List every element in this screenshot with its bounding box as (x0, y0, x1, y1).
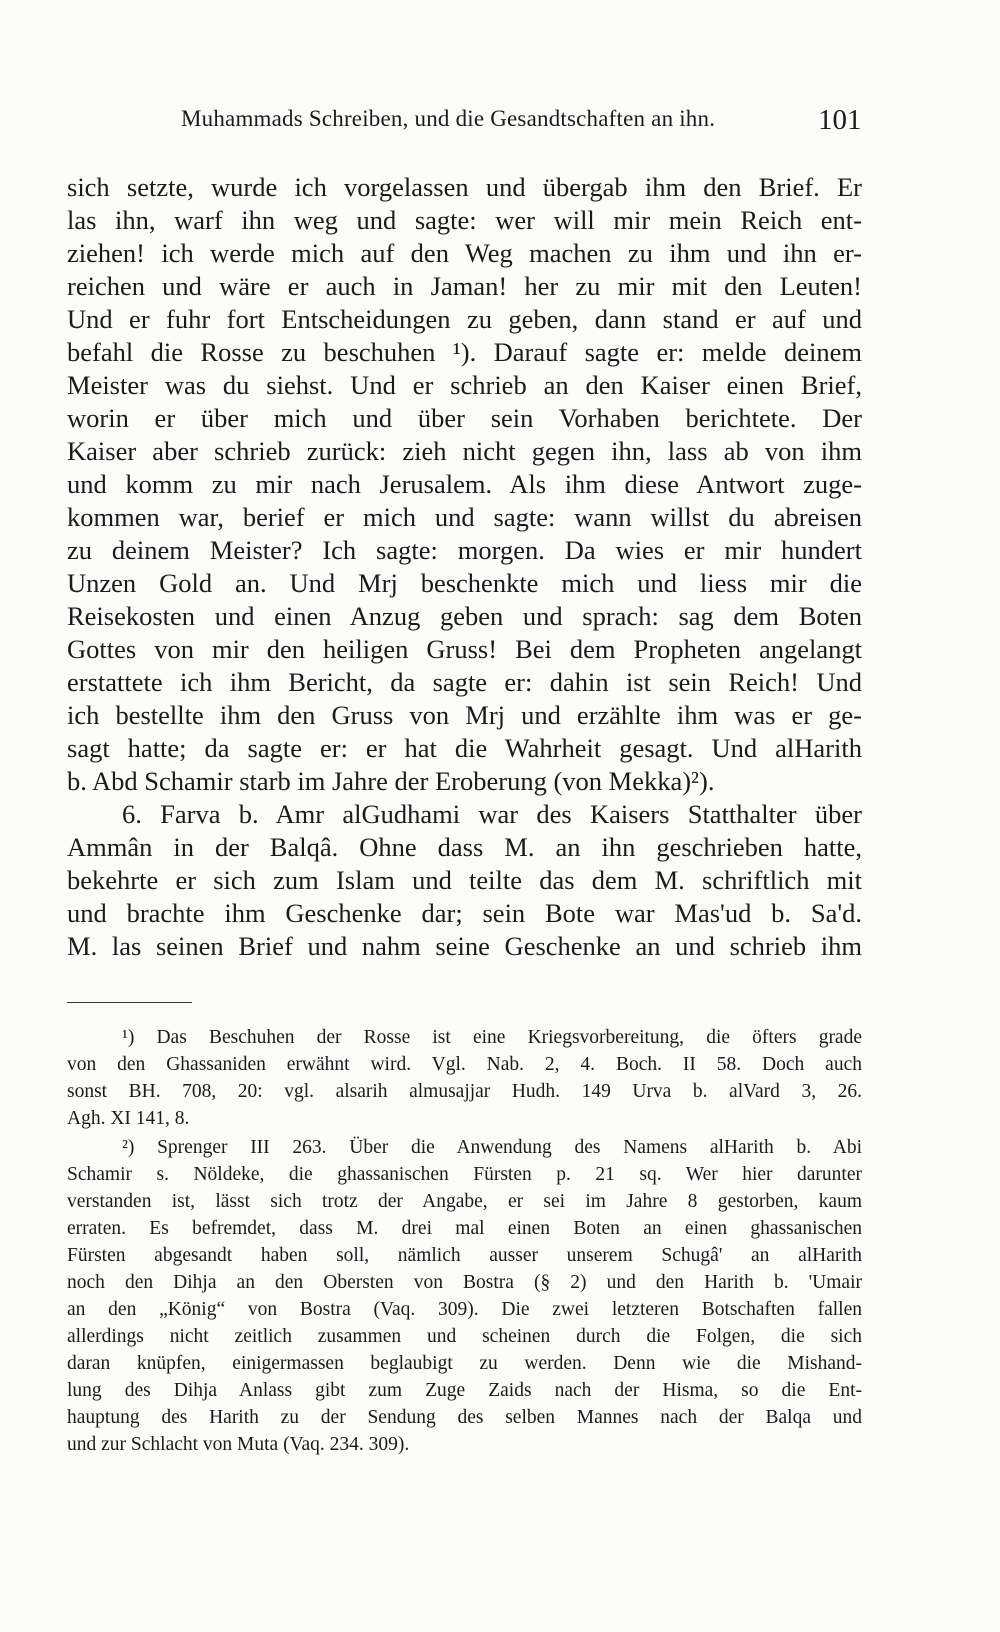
body-line: bekehrte er sich zum Islam und teilte das dem M. schriftlich mit (67, 865, 862, 895)
footnote-line: lung des Dihja Anlass gibt zum Zuge Zaids nach der Hisma, so die Ent- (67, 1380, 862, 1401)
body-line: Kaiser aber schrieb zurück: zieh nicht gegen ihn, lass ab von ihm (67, 436, 862, 466)
footnote-line: und zur Schlacht von Muta (Vaq. 234. 309). (67, 1434, 410, 1455)
body-line: und brachte ihm Geschenke dar; sein Bote war Mas'ud b. Sa'd. (67, 898, 862, 928)
body-line: reichen und wäre er auch in Jaman! her zu mir mit den Leuten! (67, 271, 862, 301)
body-line: Gottes von mir den heiligen Gruss! Bei dem Propheten angelangt (67, 634, 862, 664)
body-line: Unzen Gold an. Und Mrj beschenkte mich und liess mir die (67, 568, 862, 598)
footnote-line: von den Ghassaniden erwähnt wird. Vgl. Nab. 2, 4. Boch. II 58. Doch auch (67, 1054, 862, 1075)
body-line: zu deinem Meister? Ich sagte: morgen. Da wies er mir hundert (67, 535, 862, 565)
body-line: und komm zu mir nach Jerusalem. Als ihm diese Antwort zuge- (67, 469, 862, 499)
body-line: worin er über mich und über sein Vorhaben berichtete. Der (67, 403, 862, 433)
page-number: 101 (818, 104, 862, 136)
body-line: befahl die Rosse zu beschuhen ¹). Darauf sagte er: melde deinem (67, 337, 862, 367)
footnote-line: allerdings nicht zeitlich zusammen und scheinen durch die Folgen, die sich (67, 1326, 862, 1347)
footnote-line: noch den Dihja an den Obersten von Bostra (§ 2) und den Harith b. 'Umair (67, 1272, 862, 1293)
body-line: sich setzte, wurde ich vorgelassen und übergab ihm den Brief. Er (67, 172, 862, 202)
body-line: Meister was du siehst. Und er schrieb an den Kaiser einen Brief, (67, 370, 862, 400)
footnote-line: Schamir s. Nöldeke, die ghassanischen Fürsten p. 21 sq. Wer hier darunter (67, 1164, 862, 1185)
body-line: sagt hatte; da sagte er: er hat die Wahrheit gesagt. Und alHarith (67, 733, 862, 763)
body-line: Reisekosten und einen Anzug geben und sprach: sag dem Boten (67, 601, 862, 631)
body-line: b. Abd Schamir starb im Jahre der Eroberung (von Mekka)²). (67, 766, 715, 796)
body-line: Ammân in der Balqâ. Ohne dass M. an ihn geschrieben hatte, (67, 832, 862, 862)
footnote-line: an den „König“ von Bostra (Vaq. 309). Die zwei letzteren Botschaften fallen (67, 1299, 862, 1320)
footnote-line: Agh. XI 141, 8. (67, 1108, 190, 1129)
footnote-line: ¹) Das Beschuhen der Rosse ist eine Kriegsvorbereitung, die öfters grade (122, 1027, 862, 1048)
body-line: ziehen! ich werde mich auf den Weg machen zu ihm und ihn er- (67, 238, 862, 268)
body-line: erstattete ich ihm Bericht, da sagte er: dahin ist sein Reich! Und (67, 667, 862, 697)
body-line: Und er fuhr fort Entscheidungen zu geben, dann stand er auf und (67, 304, 862, 334)
running-title: Muhammads Schreiben, und die Gesandtschaften an ihn. (181, 106, 716, 131)
body-line: 6. Farva b. Amr alGudhami war des Kaisers Statthalter über (122, 799, 862, 829)
body-line: las ihn, warf ihn weg und sagte: wer will mir mein Reich ent- (67, 205, 862, 235)
footnote-line: hauptung des Harith zu der Sendung des selben Mannes nach der Balqa und (67, 1407, 862, 1428)
footnote-line: daran knüpfen, einigermassen beglaubigt zu werden. Denn wie die Mishand- (67, 1353, 862, 1374)
footnote-line: ²) Sprenger III 263. Über die Anwendung des Namens alHarith b. Abi (122, 1137, 862, 1158)
footnote-line: verstanden ist, lässt sich trotz der Angabe, er sei im Jahre 8 gestorben, kaum (67, 1191, 862, 1212)
footnote-line: erraten. Es befremdet, dass M. drei mal einen Boten an einen ghassanischen (67, 1218, 862, 1239)
body-line: M. las seinen Brief und nahm seine Geschenke an und schrieb ihm (67, 931, 862, 961)
footnote-divider (67, 1002, 192, 1003)
body-line: kommen war, berief er mich und sagte: wann willst du abreisen (67, 502, 862, 532)
body-line: ich bestellte ihm den Gruss von Mrj und erzählte ihm was er ge- (67, 700, 862, 730)
footnote-line: Fürsten abgesandt haben soll, nämlich ausser unserem Schugâ' an alHarith (67, 1245, 862, 1266)
footnote-line: sonst BH. 708, 20: vgl. alsarih almusajjar Hudh. 149 Urva b. alVard 3, 26. (67, 1081, 862, 1102)
